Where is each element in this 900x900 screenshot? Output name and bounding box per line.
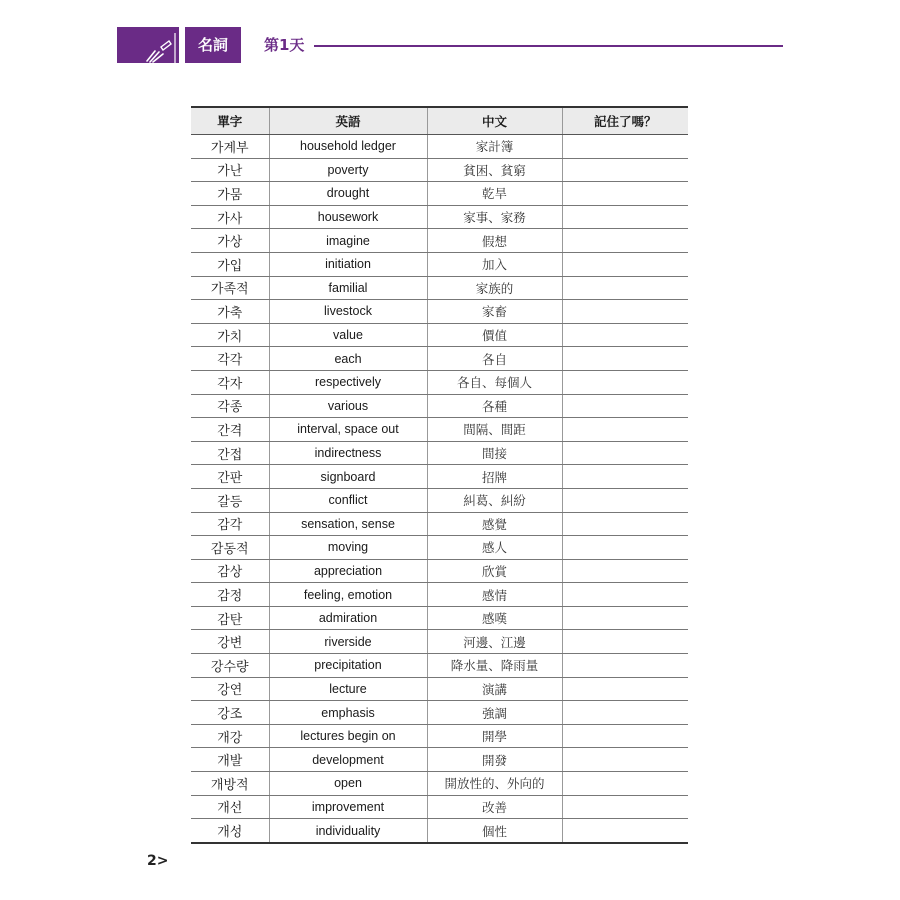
memorized-checkbox-cell[interactable] <box>562 135 688 159</box>
memorized-checkbox-cell[interactable] <box>562 654 688 678</box>
column-header-english: 英語 <box>269 107 427 135</box>
english-cell: household ledger <box>269 135 427 159</box>
memorized-checkbox-cell[interactable] <box>562 276 688 300</box>
english-cell: open <box>269 772 427 796</box>
english-cell: moving <box>269 536 427 560</box>
korean-word-cell: 강조 <box>191 701 269 725</box>
english-cell: respectively <box>269 370 427 394</box>
chinese-cell: 家畜 <box>427 300 562 324</box>
korean-word-cell: 간격 <box>191 418 269 442</box>
table-row <box>191 135 688 159</box>
table-row <box>191 323 688 347</box>
category-label: 名詞 <box>185 27 241 63</box>
korean-word-cell: 갈등 <box>191 488 269 512</box>
page-header <box>117 27 787 63</box>
memorized-checkbox-cell[interactable] <box>562 465 688 489</box>
chinese-cell: 貧困、貧窮 <box>427 158 562 182</box>
korean-word-cell: 개방적 <box>191 772 269 796</box>
english-cell: lectures begin on <box>269 724 427 748</box>
column-header-memorized: 記住了嗎？ <box>562 107 688 135</box>
english-cell: value <box>269 323 427 347</box>
table-row <box>191 229 688 253</box>
memorized-checkbox-cell[interactable] <box>562 252 688 276</box>
chinese-cell: 各種 <box>427 394 562 418</box>
vocabulary-table <box>191 106 688 844</box>
memorized-checkbox-cell[interactable] <box>562 488 688 512</box>
chinese-cell: 個性 <box>427 819 562 843</box>
header-divider <box>314 45 783 47</box>
chinese-cell: 強調 <box>427 701 562 725</box>
table-row <box>191 536 688 560</box>
korean-word-cell: 각자 <box>191 370 269 394</box>
chinese-cell: 間接 <box>427 441 562 465</box>
english-cell: lecture <box>269 677 427 701</box>
table-row <box>191 441 688 465</box>
english-cell: riverside <box>269 630 427 654</box>
memorized-checkbox-cell[interactable] <box>562 583 688 607</box>
table-row <box>191 748 688 772</box>
memorized-checkbox-cell[interactable] <box>562 347 688 371</box>
korean-word-cell: 감상 <box>191 559 269 583</box>
table-row <box>191 418 688 442</box>
english-cell: housework <box>269 205 427 229</box>
korean-word-cell: 감정 <box>191 583 269 607</box>
korean-word-cell: 가계부 <box>191 135 269 159</box>
korean-word-cell: 각각 <box>191 347 269 371</box>
korean-word-cell: 가치 <box>191 323 269 347</box>
korean-word-cell: 가뭄 <box>191 182 269 206</box>
english-cell: feeling, emotion <box>269 583 427 607</box>
chinese-cell: 家事、家務 <box>427 205 562 229</box>
day-label: 第1天 <box>264 36 305 54</box>
memorized-checkbox-cell[interactable] <box>562 229 688 253</box>
memorized-checkbox-cell[interactable] <box>562 536 688 560</box>
memorized-checkbox-cell[interactable] <box>562 559 688 583</box>
chinese-cell: 各自 <box>427 347 562 371</box>
memorized-checkbox-cell[interactable] <box>562 795 688 819</box>
memorized-checkbox-cell[interactable] <box>562 677 688 701</box>
table-row <box>191 158 688 182</box>
table-row <box>191 630 688 654</box>
table-header-row <box>191 107 688 135</box>
korean-word-cell: 개성 <box>191 819 269 843</box>
english-cell: indirectness <box>269 441 427 465</box>
korean-word-cell: 감탄 <box>191 606 269 630</box>
english-cell: appreciation <box>269 559 427 583</box>
column-header-word: 單字 <box>191 107 269 135</box>
table-row <box>191 772 688 796</box>
english-cell: improvement <box>269 795 427 819</box>
table-row <box>191 677 688 701</box>
korean-word-cell: 가입 <box>191 252 269 276</box>
english-cell: interval, space out <box>269 418 427 442</box>
memorized-checkbox-cell[interactable] <box>562 158 688 182</box>
chinese-cell: 間隔、間距 <box>427 418 562 442</box>
chinese-cell: 糾葛、糾紛 <box>427 488 562 512</box>
english-cell: each <box>269 347 427 371</box>
table-row <box>191 724 688 748</box>
english-cell: drought <box>269 182 427 206</box>
korean-word-cell: 간접 <box>191 441 269 465</box>
memorized-checkbox-cell[interactable] <box>562 630 688 654</box>
table-row <box>191 583 688 607</box>
table-row <box>191 370 688 394</box>
table-row <box>191 795 688 819</box>
korean-word-cell: 가상 <box>191 229 269 253</box>
table-row <box>191 488 688 512</box>
chinese-cell: 價值 <box>427 323 562 347</box>
table-row <box>191 512 688 536</box>
table-row <box>191 182 688 206</box>
chinese-cell: 降水量、降雨量 <box>427 654 562 678</box>
memorized-checkbox-cell[interactable] <box>562 418 688 442</box>
chinese-cell: 假想 <box>427 229 562 253</box>
korean-word-cell: 강변 <box>191 630 269 654</box>
korean-word-cell: 강수량 <box>191 654 269 678</box>
memorized-checkbox-cell[interactable] <box>562 323 688 347</box>
table-row <box>191 205 688 229</box>
table-row <box>191 654 688 678</box>
memorized-checkbox-cell[interactable] <box>562 300 688 324</box>
english-cell: development <box>269 748 427 772</box>
chinese-cell: 各自、每個人 <box>427 370 562 394</box>
korean-word-cell: 개발 <box>191 748 269 772</box>
memorized-checkbox-cell[interactable] <box>562 772 688 796</box>
memorized-checkbox-cell[interactable] <box>562 606 688 630</box>
korean-word-cell: 강연 <box>191 677 269 701</box>
chinese-cell: 欣賞 <box>427 559 562 583</box>
memorized-checkbox-cell[interactable] <box>562 701 688 725</box>
korean-word-cell: 가난 <box>191 158 269 182</box>
table-row <box>191 394 688 418</box>
table-row <box>191 606 688 630</box>
chinese-cell: 家計簿 <box>427 135 562 159</box>
memorized-checkbox-cell[interactable] <box>562 512 688 536</box>
table-row <box>191 252 688 276</box>
chinese-cell: 開放性的、外向的 <box>427 772 562 796</box>
memorized-checkbox-cell[interactable] <box>562 182 688 206</box>
korean-word-cell: 가사 <box>191 205 269 229</box>
memorized-checkbox-cell[interactable] <box>562 441 688 465</box>
english-cell: initiation <box>269 252 427 276</box>
korean-word-cell: 간판 <box>191 465 269 489</box>
korean-word-cell: 감각 <box>191 512 269 536</box>
table-row <box>191 347 688 371</box>
english-cell: conflict <box>269 488 427 512</box>
table-row <box>191 276 688 300</box>
memorized-checkbox-cell[interactable] <box>562 724 688 748</box>
memorized-checkbox-cell[interactable] <box>562 748 688 772</box>
chinese-cell: 演講 <box>427 677 562 701</box>
chinese-cell: 感嘆 <box>427 606 562 630</box>
english-cell: individuality <box>269 819 427 843</box>
chinese-cell: 招牌 <box>427 465 562 489</box>
pencil-icon <box>117 27 179 63</box>
english-cell: admiration <box>269 606 427 630</box>
korean-word-cell: 가축 <box>191 300 269 324</box>
english-cell: signboard <box>269 465 427 489</box>
english-cell: poverty <box>269 158 427 182</box>
english-cell: various <box>269 394 427 418</box>
english-cell: sensation, sense <box>269 512 427 536</box>
table-row <box>191 300 688 324</box>
korean-word-cell: 개강 <box>191 724 269 748</box>
category-icon-box <box>117 27 179 63</box>
chinese-cell: 開發 <box>427 748 562 772</box>
memorized-checkbox-cell[interactable] <box>562 205 688 229</box>
chinese-cell: 開學 <box>427 724 562 748</box>
chinese-cell: 感覺 <box>427 512 562 536</box>
chinese-cell: 加入 <box>427 252 562 276</box>
chinese-cell: 改善 <box>427 795 562 819</box>
chinese-cell: 河邊、江邊 <box>427 630 562 654</box>
page-number: 2> <box>147 853 169 869</box>
english-cell: precipitation <box>269 654 427 678</box>
table-row <box>191 559 688 583</box>
english-cell: emphasis <box>269 701 427 725</box>
english-cell: imagine <box>269 229 427 253</box>
english-cell: livestock <box>269 300 427 324</box>
table-row <box>191 701 688 725</box>
memorized-checkbox-cell[interactable] <box>562 370 688 394</box>
chinese-cell: 家族的 <box>427 276 562 300</box>
memorized-checkbox-cell[interactable] <box>562 819 688 843</box>
column-header-chinese: 中文 <box>427 107 562 135</box>
korean-word-cell: 개선 <box>191 795 269 819</box>
chinese-cell: 感情 <box>427 583 562 607</box>
table-row <box>191 819 688 843</box>
korean-word-cell: 가족적 <box>191 276 269 300</box>
table-row <box>191 465 688 489</box>
korean-word-cell: 감동적 <box>191 536 269 560</box>
chinese-cell: 感人 <box>427 536 562 560</box>
korean-word-cell: 각종 <box>191 394 269 418</box>
english-cell: familial <box>269 276 427 300</box>
chinese-cell: 乾旱 <box>427 182 562 206</box>
memorized-checkbox-cell[interactable] <box>562 394 688 418</box>
